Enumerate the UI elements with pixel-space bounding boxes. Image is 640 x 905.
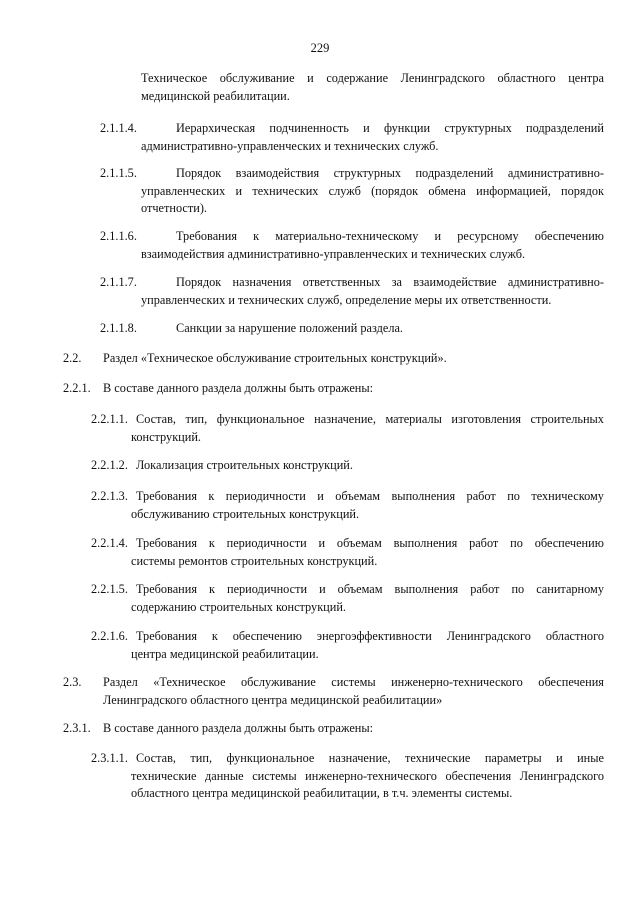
item-text-line: содержанию строительных конструкций. [131,599,346,614]
item-number: 2.1.1.6. [100,229,137,243]
page-number: 229 [310,41,330,55]
item-text-line: медицинской реабилитации. [141,88,290,103]
item-text-line: Требования к материально-техническому и ресурсному обеспечению [176,229,604,243]
item-text-line: взаимодействия административно-управленческих и технических служб. [141,246,526,261]
item-text-line: управленческих и технических служб, определение меры их ответственности. [141,292,552,307]
item-text-line: обслуживанию строительных конструкций. [131,506,360,521]
item-text-line: Санкции за нарушение положений раздела. [176,321,403,335]
item-text-line: конструкций. [131,429,201,444]
item-number: 2.2.1.6. [91,629,128,643]
item-text-line: Ленинградского областного центра медицинской реабилитации» [103,692,443,707]
item-text-line: Требования к периодичности и объемам выполнения работ по обеспечению [136,536,604,550]
item-number: 2.1.1.7. [100,275,137,289]
item-text-line: административно-управленческих и технических служб. [141,138,439,153]
item-text-line: Техническое обслуживание и содержание Ленинградского областного центра [141,71,604,85]
item-number: 2.3.1.1. [91,751,128,765]
item-text-line: Порядок назначения ответственных за взаимодействие административно- [176,275,604,289]
item-text-line: Состав, тип, функциональное назначение, технические параметры и иные [136,751,604,765]
item-text-line: В составе данного раздела должны быть отражены: [103,381,374,395]
item-text-line: Порядок взаимодействия структурных подразделений административно- [176,166,604,180]
item-text-line: управленческих и технических служб (порядок обмена информацией, порядок [141,183,604,198]
item-number: 2.2.1. [63,381,91,395]
item-text-line: Локализация строительных конструкций. [136,458,353,472]
item-number: 2.2.1.4. [91,536,128,550]
item-text-line: центра медицинской реабилитации. [131,646,319,661]
item-text-line: В составе данного раздела должны быть отражены: [103,721,374,735]
item-text-line: Раздел «Техническое обслуживание системы инженерно-технического обеспечения [103,675,604,689]
item-number: 2.2.1.1. [91,412,128,426]
item-text-line: Требования к периодичности и объемам выполнения работ по санитарному [136,582,604,596]
item-text-line: Раздел «Техническое обслуживание строительных конструкций». [103,351,447,365]
item-number: 2.3. [63,675,82,689]
item-text-line: системы ремонтов строительных конструкций. [131,553,378,568]
item-number: 2.1.1.8. [100,321,137,335]
item-number: 2.2. [63,351,82,365]
item-number: 2.3.1. [63,721,91,735]
item-text-line: областного центра медицинской реабилитации, в т.ч. элементы системы. [131,786,513,800]
item-number: 2.1.1.5. [100,166,137,180]
item-text-line: технические данные системы инженерно-технического обеспечения Ленинградского [131,768,604,783]
item-number: 2.2.1.2. [91,458,128,472]
item-text-line: Требования к периодичности и объемам выполнения работ по техническому [136,489,604,503]
item-text-line: Требования к обеспечению энергоэффективности Ленинградского областного [136,629,604,643]
item-text-line: Состав, тип, функциональное назначение, материалы изготовления строительных [136,412,604,426]
item-number: 2.2.1.3. [91,489,128,503]
item-number: 2.2.1.5. [91,582,128,596]
item-text-line: Иерархическая подчиненность и функции структурных подразделений [176,121,604,135]
item-text-line: отчетности). [141,201,207,215]
item-number: 2.1.1.4. [100,121,137,135]
